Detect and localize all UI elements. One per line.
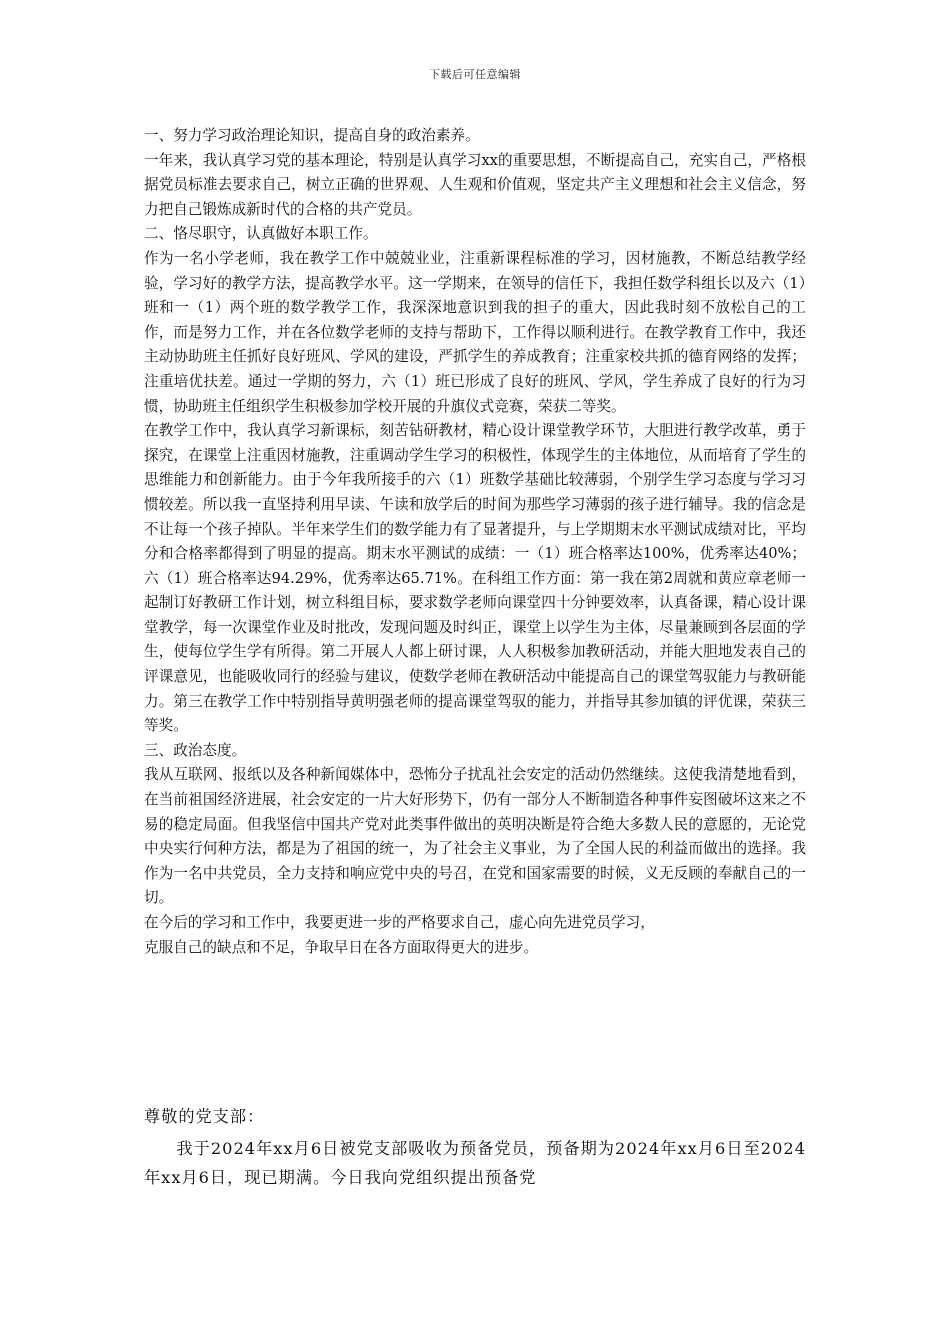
paragraph: 在今后的学习和工作中，我要更进一步的严格要求自己，虚心向先进党员学习， xyxy=(144,914,655,931)
section-heading-1: 一、努力学习政治理论知识，提高自身的政治素养。 xyxy=(144,127,480,144)
section-heading-2: 二、恪尽职守，认真做好本职工作。 xyxy=(144,225,378,243)
paragraph: 作为一名小学老师，我在教学工作中兢兢业业，注重新课程标准的学习，因材施教，不断总结教学经验，学习好的教学方法，提高教学水平。这一学期来，在领导的信任下，我担任数学科组长以及六（1）班和一（1）两个班的数学教学工作，我深深地意识到我的担子的重大，因此我时刻不放松自己的工作，而是努力工作，并在各位数学老师的支持与帮助下，工作得以顺利进行。在教学教育工作中，我还主动协助班主任抓好良好班风、学风的建设，严抓学生的养成教育；注重家校共抓的德育网络的发挥；注重培优扶差。通过一学期的努力，六（1）班已形成了良好的班风、学风，学生养成了良好的行为习惯，协助班主任组织学生积极参加学校开展的升旗仪式竞赛，荣获二等奖。 xyxy=(144,249,806,415)
paragraph: 一年来，我认真学习党的基本理论，特别是认真学习xx的重要思想，不断提高自己，充实自己，严格根据党员标准去要求自己，树立正确的世界观、人生观和价值观，坚定共产主义理想和社会主义信念，努力把自己锻炼成新时代的合格的共产党员。 xyxy=(144,151,806,218)
letter-body: 我于2024年xx月6日被党支部吸收为预备党员，预备期为2024年xx月6日至2024年xx月6日，现已期满。今日我向党组织提出预备党 xyxy=(144,1138,806,1187)
report-body xyxy=(144,124,806,960)
section-heading-3: 三、政治态度。 xyxy=(144,741,247,759)
paragraph: 在教学工作中，我认真学习新课标，刻苦钻研教材，精心设计课堂教学环节，大胆进行教学改革，勇于探究，在课堂上注重因材施教，注重调动学生学习的积极性，体现学生的主体地位，从而培育了学生的思维能力和创新能力。由于今年我所接手的六（1）班数学基础比较薄弱，个别学生学习态度与学习习惯较差。所以我一直坚持利用早读、午读和放学后的时间为那些学习薄弱的孩子进行辅导。我的信念是不让每一个孩子掉队。半年来学生们的数学能力有了显著提升，与上学期期末水平测试成绩对比，平均分和合格率都得到了明显的提高。期末水平测试的成绩：一（1）班合格率达100%，优秀率达40%；六（1）班合格率达94.29%，优秀率达65.71%。在科组工作方面：第一我在第2周就和黄应章老师一起制订好教研工作计划，树立科组目标，要求数学老师向课堂四十分钟要效率，认真备课，精心设计课堂教学，每一次课堂作业及时批改，发现问题及时纠正，课堂上以学生为主体，尽量兼顾到各层面的学生，使每位学生学有所得。第二开展人人都上研讨课，人人积极参加教研活动，并能大胆地发表自己的评课意见，也能吸收同行的经验与建议，使数学老师在教研活动中能提高自己的课堂驾驭能力与教研能力。第三在教学工作中特别指导黄明强老师的提高课堂驾驭的能力，并指导其参加镇的评优课，荣获三等奖。 xyxy=(144,422,806,735)
page-header-note: 下载后可任意编辑 xyxy=(429,68,521,81)
paragraph: 克服自己的缺点和不足，争取早日在各方面取得更大的进步。 xyxy=(144,938,539,956)
letter-section xyxy=(144,1102,806,1193)
paragraph: 我从互联网、报纸以及各种新闻媒体中，恐怖分子扰乱社会安定的活动仍然继续。这使我清楚地看到，在当前祖国经济进展，社会安定的一片大好形势下，仍有一部分人不断制造各种事件妄图破坏这来之不易的稳定局面。但我坚信中国共产党对此类事件做出的英明决断是符合绝大多数人民的意愿的，无论党中央实行何种方法，都是为了祖国的统一，为了社会主义事业，为了全国人民的利益而做出的选择。我作为一名中共党员，全力支持和响应党中央的号召，在党和国家需要的时候，义无反顾的奉献自己的一切。 xyxy=(144,766,806,907)
letter-salutation: 尊敬的党支部： xyxy=(144,1107,265,1126)
